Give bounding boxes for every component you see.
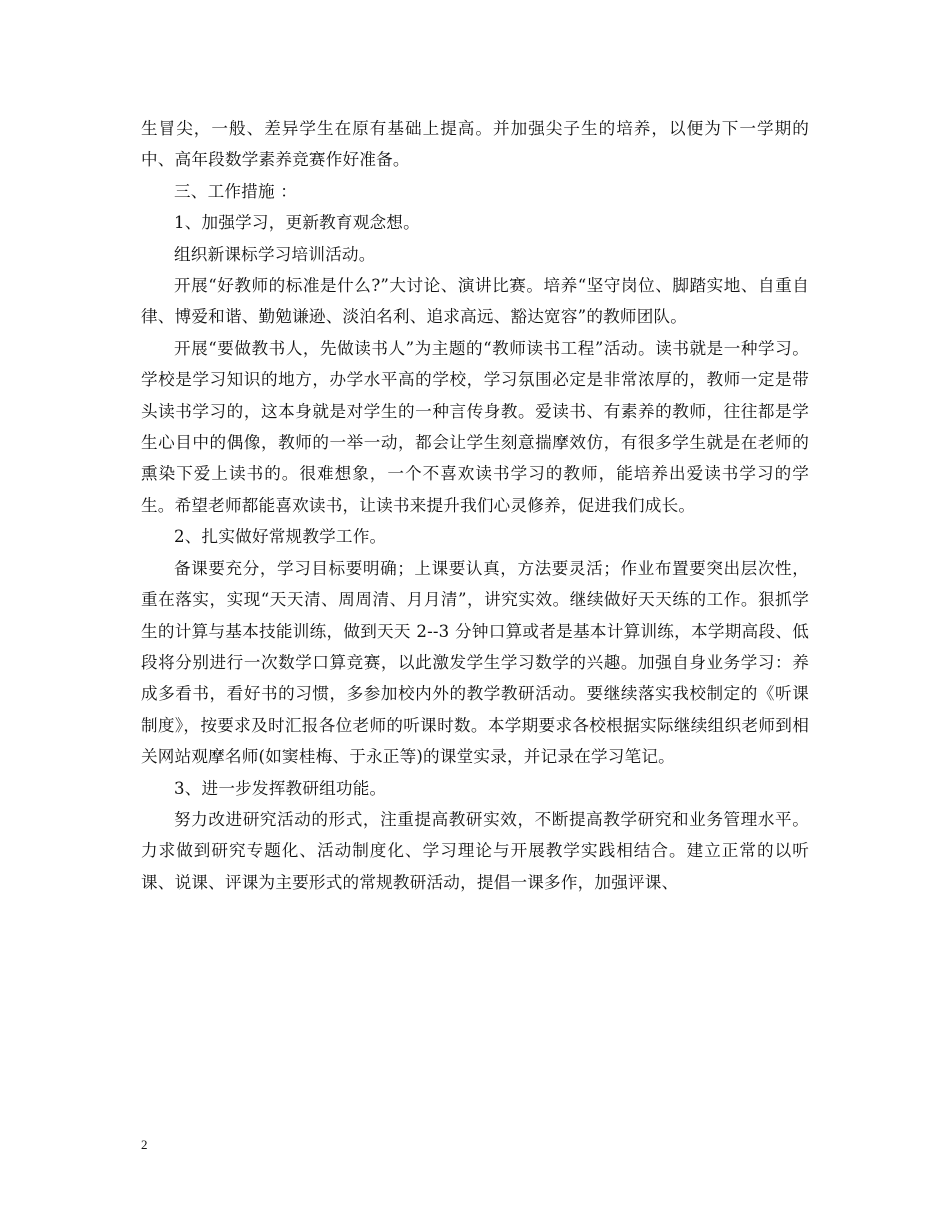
paragraph: 生冒尖，一般、差异学生在原有基础上提高。并加强尖子生的培养，以便为下一学期的中、高年段数学素养竞赛作好准备。: [141, 119, 809, 170]
subheading: 2、扎实做好常规教学工作。: [174, 527, 387, 547]
body-text: [141, 113, 809, 898]
subheading: 3、进一步发挥教研组功能。: [174, 778, 387, 798]
paragraph: 努力改进研究活动的形式，注重提高教研实效，不断提高教学研究和业务管理水平。力求做到研究专题化、活动制度化、学习理论与开展教学实践相结合。建立正常的以听课、说课、评课为主要形式的常规教研活动，提倡一课多作，加强评课、: [141, 809, 809, 892]
subheading: 1、加强学习，更新教育观念想。: [174, 213, 420, 233]
paragraph: 组织新课标学习培训活动。: [174, 244, 376, 264]
paragraph: 开展“要做教书人，先做读书人”为主题的“教师读书工程”活动。读书就是一种学习。学校是学习知识的地方，办学水平高的学校，学习氛围必定是非常浓厚的，教师一定是带头读书学习的，这本身就是对学生的一种言传身教。爱读书、有素养的教师，往往都是学生心目中的偶像，教师的一举一动，都会让学生刻意揣摩效仿，有很多学生就是在老师的熏染下爱上读书的。很难想象，一个不喜欢读书学习的教师，能培养出爱读书学习的学生。希望老师都能喜欢读书，让读书来提升我们心灵修养，促进我们成长。: [141, 338, 809, 515]
paragraph: 开展“好教师的标准是什么?”大讨论、演讲比赛。培养“坚守岗位、脚踏实地、自重自律、博爱和谐、勤勉谦逊、淡泊名利、追求高远、豁达宽容”的教师团队。: [141, 276, 809, 327]
paragraph: 备课要充分，学习目标要明确；上课要认真，方法要灵活；作业布置要突出层次性，重在落实，实现“天天清、周周清、月月清”，讲究实效。继续做好天天练的工作。狠抓学生的计算与基本技能训练，做到天天 2--3 分钟口算或者是基本计算训练，本学期高段、低段将分别进行一次数学口算竞赛，以此激发学生学习数学的兴趣。加强自身业务学习：养成多看书，看好书的习惯，多参加校内外的教学教研活动。要继续落实我校制定的《听课制度》，按要求及时汇报各位老师的听课时数。本学期要求各校根据实际继续组织老师到相关网站观摩名师(如窦桂梅、于永正等)的课堂实录，并记录在学习笔记。: [141, 558, 809, 767]
section-heading: 三、工作措施 ：: [174, 181, 298, 201]
page-number: 2: [141, 1137, 148, 1152]
